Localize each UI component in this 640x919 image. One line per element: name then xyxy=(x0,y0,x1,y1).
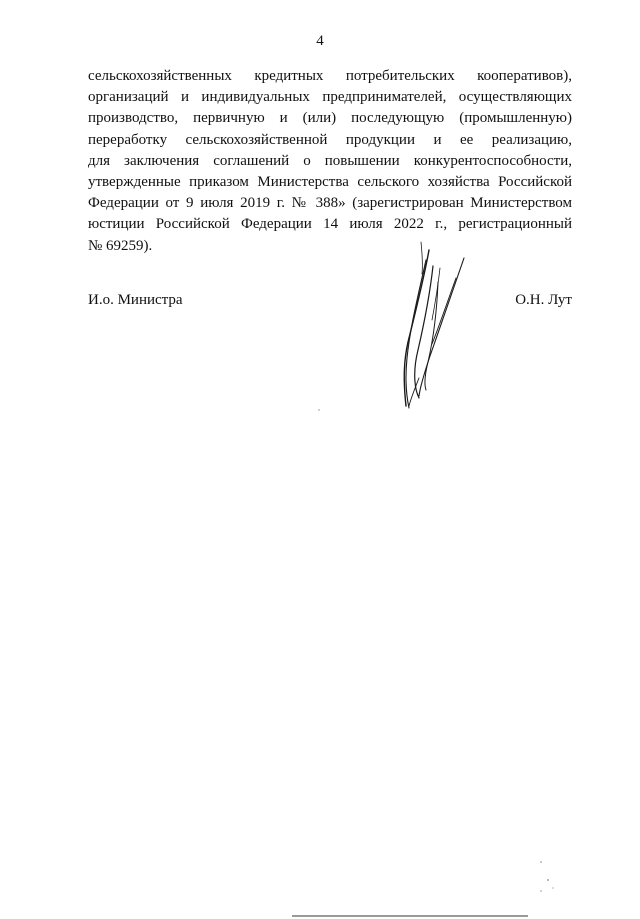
paragraph-line: юстиции Российской Федерации 14 июля 2022 г., регистрационный xyxy=(88,216,572,233)
paragraph-line: переработку сельскохозяйственной продукции и ее реализацию, xyxy=(88,131,572,148)
paragraph-line: Федерации от 9 июля 2019 г. № 388» (зарегистрирован Министерством xyxy=(88,195,572,212)
handwritten-signature xyxy=(380,238,490,413)
paragraph-line: для заключения соглашений о повышении конкурентоспособности, xyxy=(88,152,572,169)
paragraph-line: производство, первичную и (или) последующую (промышленную) xyxy=(88,110,572,127)
signature-block xyxy=(88,289,572,311)
page-number: 4 xyxy=(316,33,324,49)
position-title: И.о. Министра xyxy=(88,292,183,308)
paragraph-line: утвержденные приказом Министерства сельского хозяйства Российской xyxy=(88,173,572,190)
paragraph-line: сельскохозяйственных кредитных потребительских кооперативов), xyxy=(88,68,572,84)
body-paragraph xyxy=(88,66,572,257)
paragraph-line: организаций и индивидуальных предпринимателей, осуществляющих xyxy=(88,89,572,106)
signatory-name: О.Н. Лут xyxy=(515,292,572,308)
paragraph-line: № 69259). xyxy=(88,237,153,254)
